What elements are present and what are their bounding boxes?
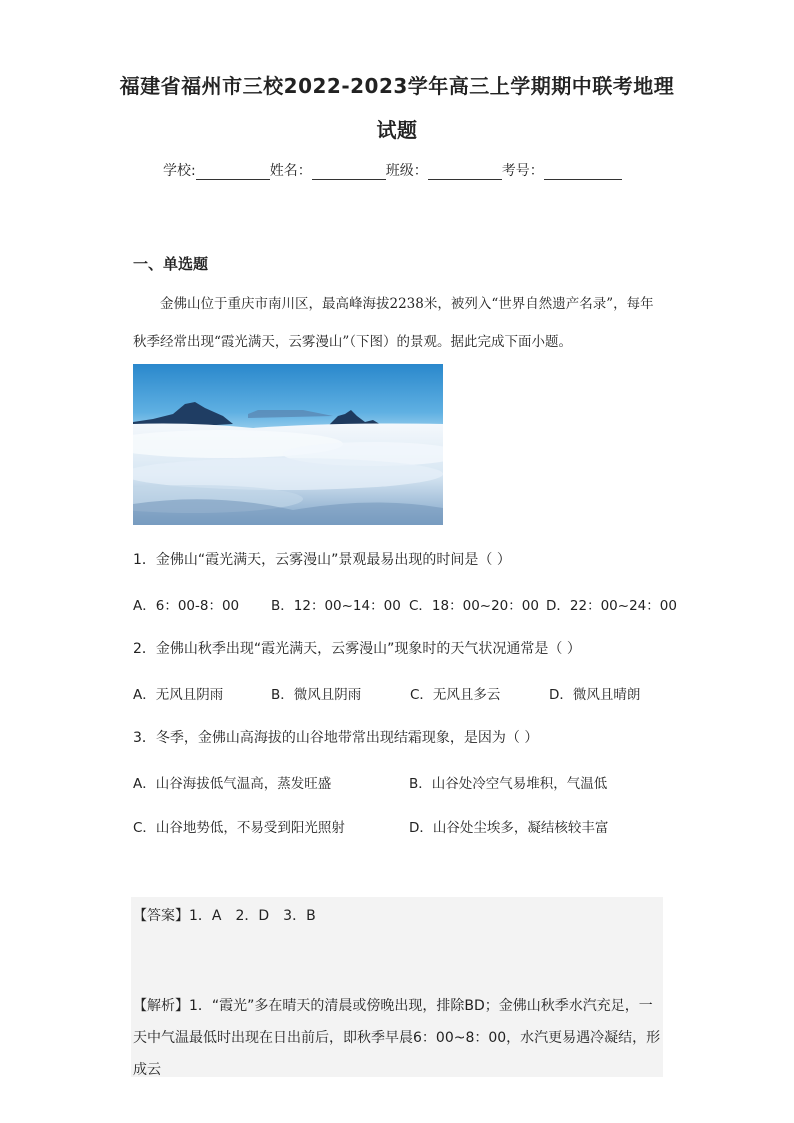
class-blank [428, 165, 502, 180]
question-3-option-b[interactable]: B．山谷处冷空气易堆积，气温低 [409, 776, 608, 792]
analysis-text: 【解析】1．“霞光”多在晴天的清晨或傍晚出现，排除BD；金佛山秋季水汽充足，一天中气温最低时出现在日出前后，即秋季早晨6：00~8：00，水汽更易遇冷凝结，形成云 [133, 998, 661, 1078]
passage-text: 金佛山位于重庆市南川区，最高峰海拔2238米，被列入“世界自然遗产名录”，每年秋季经常出现“霞光满天，云雾漫山”（下图）的景观。据此完成下面小题。 [133, 296, 654, 350]
question-3-option-a[interactable]: A．山谷海拔低气温高，蒸发旺盛 [133, 776, 332, 792]
question-1-option-d[interactable]: D．22：00~24：00 [546, 598, 677, 614]
question-2-option-d[interactable]: D．微风且晴朗 [549, 687, 641, 703]
document-title-line1: 福建省福州市三校2022-2023学年高三上学期期中联考地理 [119, 74, 675, 98]
name-label: 姓名： [269, 163, 312, 179]
question-2-stem: 2．金佛山秋季出现“霞光满天，云雾漫山”现象时的天气状况通常是（ ） [133, 641, 581, 657]
question-1-option-c[interactable]: C．18：00~20：00 [409, 598, 539, 614]
name-blank [312, 165, 386, 180]
question-1-option-a[interactable]: A．6：00-8：00 [133, 598, 240, 614]
answer-key: 【答案】1．A 2．D 3．B [133, 908, 316, 924]
student-info-row [163, 160, 622, 180]
class-label: 班级： [385, 163, 428, 179]
school-blank [196, 165, 270, 180]
document-title-line2: 试题 [376, 118, 418, 142]
section-heading: 一、单选题 [133, 255, 209, 273]
question-3-option-d[interactable]: D．山谷处尘埃多，凝结核较丰富 [409, 820, 609, 836]
sea-of-clouds-photo [133, 364, 443, 525]
number-label: 考号： [501, 163, 544, 179]
question-3-option-c[interactable]: C．山谷地势低，不易受到阳光照射 [133, 820, 345, 836]
question-1-option-b[interactable]: B．12：00~14：00 [271, 598, 401, 614]
question-2-option-a[interactable]: A．无风且阴雨 [133, 687, 224, 703]
number-blank [544, 165, 622, 180]
landscape-image [133, 364, 443, 525]
question-2-option-c[interactable]: C．无风且多云 [410, 687, 501, 703]
question-3-stem: 3．冬季，金佛山高海拔的山谷地带常出现结霜现象，是因为（ ） [133, 730, 539, 746]
school-label: 学校: [163, 163, 196, 179]
question-2-option-b[interactable]: B．微风且阴雨 [271, 687, 362, 703]
question-1-stem: 1．金佛山“霞光满天，云雾漫山”景观最易出现的时间是（ ） [133, 552, 511, 568]
